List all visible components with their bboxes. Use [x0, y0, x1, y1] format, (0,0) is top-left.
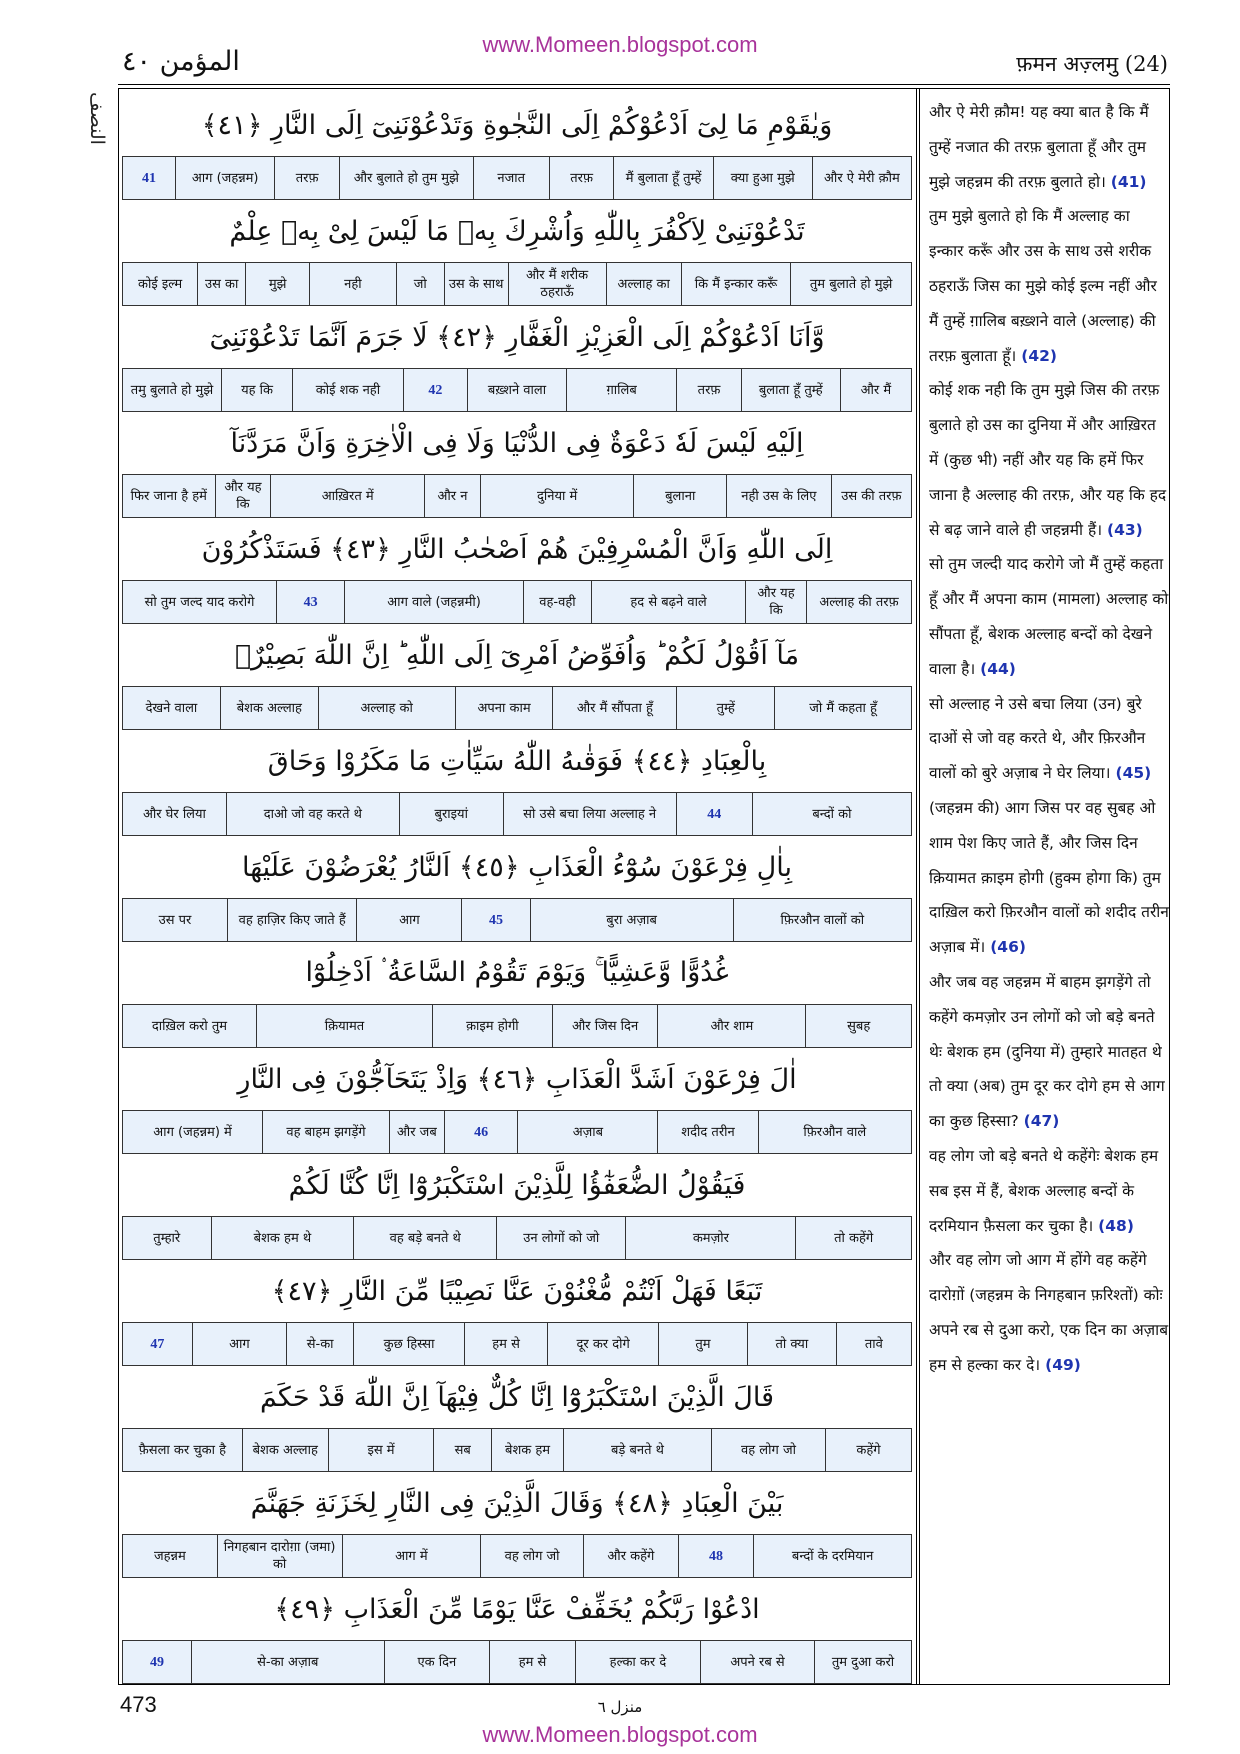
word-meaning-cell: कहेंगे [825, 1429, 911, 1471]
word-meaning-cell: तमु बुलाते हो मुझे [130, 382, 214, 398]
word-meaning-cell: वह बड़े बनते थे [353, 1217, 496, 1259]
word-meaning-cell: बुलाना [633, 475, 726, 517]
word-meaning-row [122, 262, 912, 306]
arabic-verse-line: غُدُوًّا وَّعَشِيًّا ۚ وَيَوْمَ تَقُوْمُ السَّاعَةُ ۟ اَدْخِلُوْٓا [305, 957, 729, 988]
word-meaning-cell: आख़िरत में [270, 475, 424, 517]
translation-text: और जब वह जहन्नम में बाहम झगड़ेंगे तो कहेंगे कमज़ोर उन लोगों को जो बड़े बनते थेः बेशक हम (दुनिया में) तुम्हारे मातहत थे तो क्या (अब) तुम दूर कर दोगे हम से आग का कुछ हिस्सा? [929, 972, 1165, 1131]
arabic-verse-line: وَّاَنَا اَدْعُوْكُمْ اِلَى الْعَزِيْزِ الْغَفَّارِ ﴿٤٢﴾ لَا جَرَمَ اَنَّمَا تَدْعُوْنَنِیٓ [209, 321, 825, 353]
arabic-verse-line: اِلَيْهِ لَيْسَ لَهٗ دَعْوَةٌ فِی الدُّنْيَا وَلَا فِی الْاٰخِرَةِ وَاَنَّ مَرَدَّنَآ [230, 427, 804, 459]
translation-column [929, 95, 1169, 1382]
word-meaning-cell: एक दिन [384, 1641, 489, 1683]
arabic-verse-line: قَالَ الَّذِيْنَ اسْتَكْبَرُوْٓا اِنَّا كُلٌّ فِيْهَآ اِنَّ اللّٰهَ قَدْ حَكَمَ [259, 1381, 775, 1413]
word-meaning-cell: आग (जहन्नम) में [153, 1124, 232, 1140]
word-meaning-row [122, 368, 912, 412]
word-meaning-cell: से-का [286, 1323, 353, 1365]
word-meaning-row [122, 1110, 912, 1154]
arabic-verse-line: اٰلَ فِرْعَوْنَ اَشَدَّ الْعَذَابِ ﴿٤٦﴾ وَاِذْ يَتَحَآجُّوْنَ فِی النَّارِ [237, 1063, 797, 1095]
word-meaning-cell: अल्लाह को [318, 687, 455, 729]
word-meaning-cell: आग [192, 1323, 286, 1365]
word-meaning-cell: बेशक हम [491, 1429, 563, 1471]
word-meaning-cell: तरफ़ [676, 369, 740, 411]
translation-verse-number: (49) [1045, 1355, 1081, 1374]
word-meaning-cell: बेशक हम थे [211, 1217, 354, 1259]
word-meaning-cell: कोई शक नही [292, 369, 402, 411]
verse-number-cell: 42 [403, 369, 467, 411]
word-meaning-cell: नही [309, 263, 396, 305]
word-meaning-cell: अल्लाह की तरफ़ [806, 581, 911, 623]
word-meaning-cell: वह-वही [523, 581, 591, 623]
arabic-verse-line: اِلَى اللّٰهِ وَاَنَّ الْمُسْرِفِيْنَ هُمْ اَصْحٰبُ النَّارِ ﴿٤٣﴾ فَسَتَذْكُرُوْنَ [201, 533, 833, 565]
word-meaning-cell: तो क्या [747, 1323, 836, 1365]
word-meaning-cell: यह कि [221, 369, 292, 411]
word-meaning-cell: जो मैं कहता हूँ [774, 687, 911, 729]
word-meaning-cell: हल्का कर दे [575, 1641, 700, 1683]
word-meaning-cell: सो उसे बचा लिया अल्लाह ने [503, 793, 676, 835]
word-meaning-row [122, 580, 912, 624]
word-meaning-cell: दुनिया में [480, 475, 634, 517]
word-meaning-row [122, 1322, 912, 1366]
word-meaning-cell: और मैं सौंपता हूँ [552, 687, 676, 729]
word-meaning-row [122, 156, 912, 200]
word-meaning-cell: वह लोग जो [711, 1429, 825, 1471]
word-meaning-cell: बन्दों के दरमियान [753, 1535, 911, 1577]
word-meaning-cell: आग वाले (जहन्नमी) [344, 581, 523, 623]
word-meaning-cell: हद से बढ़ने वाले [591, 581, 745, 623]
word-meaning-cell: और शाम [657, 1005, 805, 1047]
word-meaning-cell: और मैं [840, 369, 911, 411]
word-meaning-cell: सब [433, 1429, 491, 1471]
surah-title: المؤمن ٤٠ [122, 46, 240, 77]
arabic-verse-line: ادْعُوْا رَبَّكُمْ يُخَفِّفْ عَنَّا يَوْمًا مِّنَ الْعَذَابِ ﴿٤٩﴾ [274, 1593, 760, 1625]
word-meaning-cell: हम से [489, 1641, 575, 1683]
word-meaning-cell: क्या हुआ मुझे [713, 157, 812, 199]
verse-number-cell: 48 [678, 1535, 754, 1577]
word-meaning-cell: बेशक अल्लाह [220, 687, 318, 729]
word-meaning-row [122, 792, 912, 836]
column-divider-inner [919, 89, 920, 1684]
word-meaning-cell: कोई इल्म [138, 276, 183, 292]
word-meaning-cell: तरफ़ [274, 157, 339, 199]
word-meaning-cell: देखने वाला [145, 700, 198, 716]
word-meaning-cell: अपने रब से [700, 1641, 814, 1683]
word-meaning-cell: सो तुम जल्द याद करोगे [144, 594, 255, 610]
word-meaning-cell: अज़ाब [517, 1111, 657, 1153]
arabic-verse-line: فَيَقُوْلُ الضُّعَفٰٓؤُا لِلَّذِيْنَ اسْتَكْبَرُوْٓا اِنَّا كُنَّا لَكُمْ [288, 1169, 746, 1201]
word-meaning-cell: आग में [342, 1535, 481, 1577]
verse-number-cell: 49 [149, 1654, 164, 1670]
verse-number-cell: 43 [276, 581, 344, 623]
word-meaning-cell: उस की तरफ़ [831, 475, 911, 517]
translation-verse-number: (47) [1023, 1112, 1060, 1131]
word-meaning-cell: और न [424, 475, 480, 517]
word-meaning-cell: बेशक अल्लाह [242, 1429, 328, 1471]
word-meaning-cell: निगहबान दारोग़ा (जमा) को [217, 1535, 342, 1577]
word-meaning-cell: से-का अज़ाब [191, 1641, 384, 1683]
word-meaning-cell: और मैं शरीक ठहराऊँ [508, 263, 606, 305]
margin-note: النصف [86, 92, 108, 145]
page-number: 473 [120, 1692, 157, 1717]
word-meaning-cell: क़ियामत [256, 1005, 432, 1047]
translation-verse-number: (45) [1115, 764, 1152, 783]
word-meaning-cell: और यह कि [745, 581, 806, 623]
word-meaning-cell: वह लोग जो [480, 1535, 583, 1577]
arabic-verse-line: بَيْنَ الْعِبَادِ ﴿٤٨﴾ وَقَالَ الَّذِيْنَ فِی النَّارِ لِخَزَنَةِ جَهَنَّمَ [250, 1487, 784, 1519]
word-meaning-cell: जो [396, 263, 444, 305]
word-meaning-cell: जहन्नम [153, 1548, 186, 1564]
word-meaning-cell: उस के साथ [444, 263, 508, 305]
word-meaning-cell: फ़िरऔन वाले [758, 1111, 911, 1153]
word-meaning-row [122, 898, 912, 942]
word-meaning-cell: वह बाहम झगड़ेंगे [262, 1111, 389, 1153]
word-meaning-cell: इस में [328, 1429, 434, 1471]
translation-verse-number: (46) [990, 938, 1026, 957]
word-meaning-cell: तुम दुआ करो [814, 1641, 911, 1683]
translation-text: तुम मुझे बुलाते हो कि मैं अल्लाह का इन्कार करूँ और उस के साथ उसे शरीक ठहराऊँ जिस का मुझे कोई इल्म नहीं और मैं तुम्हें ग़ालिब बख़्शने वाले (अल्लाह) की तरफ़ बुलाता हूँ। [929, 207, 1157, 365]
word-meaning-cell: कि मैं इन्कार करूँ [681, 263, 790, 305]
word-meaning-cell: शदीद तरीन [657, 1111, 757, 1153]
arabic-verse-line: تَدْعُوْنَنِیْ لِاَكْفُرَ بِاللّٰهِ وَاُشْرِكَ بِهٖ مَا لَيْسَ لِیْ بِهٖ عِلْمٌ [229, 215, 805, 247]
word-meaning-row [122, 1216, 912, 1260]
word-by-word-column [122, 94, 912, 1682]
word-meaning-cell: और कहेंगे [583, 1535, 678, 1577]
manzil-label: منزل ٦ [597, 1698, 643, 1716]
translation-text: और वह लोग जो आग में होंगे वह कहेंगे दारोग़ों (जहन्नम के निगहबान फ़रिश्तों) कोः अपने रब से दुआ करो, एक दिन का अज़ाब हम से हल्का कर दे। [929, 1251, 1169, 1374]
word-meaning-row [122, 1428, 912, 1472]
verse-number-cell: 46 [444, 1111, 518, 1153]
word-meaning-cell: नजात [473, 157, 549, 199]
translation-text: सो अल्लाह ने उसे बचा लिया (उन) बुरे दाओं से जो वह करते थे, और फ़िरऔन वालों को बुरे अज़ाब ने घेर लिया। [929, 694, 1146, 783]
word-meaning-cell: बख़्शने वाला [467, 369, 566, 411]
word-meaning-cell: तो कहेंगे [795, 1217, 911, 1259]
arabic-verse-line: وَيٰقَوْمِ مَا لِیٓ اَدْعُوْكُمْ اِلَى النَّجٰوةِ وَتَدْعُوْنَنِیٓ اِلَى النَّارِ ﴿٤١﴾ [201, 109, 833, 141]
word-meaning-cell: और ऐ मेरी क़ौम [812, 157, 911, 199]
word-meaning-cell: मुझे [245, 263, 309, 305]
word-meaning-cell: मैं बुलाता हूँ तुम्हें [613, 157, 712, 199]
word-meaning-cell: और जिस दिन [552, 1005, 658, 1047]
word-meaning-cell: तुम्हारे [153, 1230, 181, 1246]
word-meaning-row [122, 1640, 912, 1684]
translation-text: कोई शक नही कि तुम मुझे जिस की तरफ़ बुलाते हो उस का दुनिया में और आख़िरत में (कुछ भी) नहीं और यह कि हमें फिर जाना है अल्लाह की तरफ़, और यह कि हद से बढ़ जाने वाले ही जहन्नमी हैं। [929, 381, 1167, 539]
word-meaning-cell: अपना काम [455, 687, 553, 729]
word-meaning-cell: और जब [389, 1111, 444, 1153]
word-meaning-cell: फिर जाना है हमें [130, 488, 207, 504]
site-url-top[interactable]: www.Momeen.blogspot.com [482, 32, 758, 57]
arabic-verse-line: مَآ اَقُوْلُ لَكُمْ ؕ وَاُفَوِّضُ اَمْرِیٓ اِلَى اللّٰهِ ؕ اِنَّ اللّٰهَ بَصِيْرٌۢ [234, 639, 800, 671]
juz-title: फ़मन अज़्लमु (24) [1016, 52, 1168, 76]
word-meaning-cell: बन्दों को [752, 793, 911, 835]
word-meaning-cell: फ़ैसला कर चुका है [138, 1442, 226, 1458]
word-meaning-cell: कमज़ोर [625, 1217, 795, 1259]
word-meaning-cell: और यह कि [215, 475, 271, 517]
word-meaning-cell: हम से [464, 1323, 547, 1365]
arabic-verse-line: بِالْعِبَادِ ﴿٤٤﴾ فَوَقٰىهُ اللّٰهُ سَيِّاٰتِ مَا مَكَرُوْا وَحَاقَ [267, 745, 767, 777]
word-meaning-cell: उस का [197, 263, 245, 305]
word-meaning-cell: नही उस के लिए [726, 475, 831, 517]
column-divider [916, 89, 917, 1684]
header-rule [118, 84, 1170, 85]
word-meaning-cell: तरफ़ [549, 157, 614, 199]
translation-text: और ऐ मेरी क़ौम! यह क्या बात है कि मैं तुम्हें नजात की तरफ़ बुलाता हूँ और तुम मुझे जहन्नम की तरफ़ बुलाते हो। [929, 103, 1149, 191]
translation-verse-number: (44) [980, 659, 1016, 678]
translation-text: वह लोग जो बड़े बनते थे कहेंगेः बेशक हम सब इस में हैं, बेशक अल्लाह बन्दों के दरमियान फ़ैसला कर चुका है। [929, 1146, 1159, 1235]
word-meaning-cell: तुम्हें [676, 687, 774, 729]
translation-verse-number: (43) [1107, 520, 1143, 539]
word-meaning-cell: दाओ जो वह करते थे [226, 793, 399, 835]
word-meaning-cell: तावे [836, 1323, 911, 1365]
word-meaning-cell: दाख़िल करो तुम [151, 1018, 228, 1034]
word-meaning-cell: अल्लाह का [606, 263, 681, 305]
word-meaning-cell: वह हाज़िर किए जाते हैं [227, 899, 356, 941]
word-meaning-cell: सुबह [805, 1005, 911, 1047]
word-meaning-cell: ग़ालिब [566, 369, 676, 411]
word-meaning-cell: आग (जहन्नम) [175, 157, 274, 199]
arabic-verse-line: بِاٰلِ فِرْعَوْنَ سُوْٓءُ الْعَذَابِ ﴿٤٥﴾ اَلنَّارُ يُعْرَضُوْنَ عَلَيْهَا [241, 851, 793, 883]
word-meaning-cell: तुम बुलाते हो मुझे [790, 263, 911, 305]
word-meaning-row [122, 1004, 912, 1048]
word-meaning-cell: उस पर [158, 912, 192, 928]
word-meaning-cell: आग [356, 899, 461, 941]
translation-verse-number: (41) [1110, 172, 1147, 191]
verse-number-cell: 44 [676, 793, 752, 835]
word-meaning-cell: बुलाता हूँ तुम्हें [741, 369, 840, 411]
word-meaning-cell: क़ाइम होगी [432, 1005, 552, 1047]
word-meaning-row [122, 686, 912, 730]
word-meaning-row [122, 474, 912, 518]
site-url-bottom[interactable]: www.Momeen.blogspot.com [482, 1722, 758, 1747]
word-meaning-cell: फ़िरऔन वालों को [733, 899, 911, 941]
word-meaning-cell: और घेर लिया [142, 806, 206, 822]
verse-number-cell: 45 [461, 899, 529, 941]
word-meaning-cell: बड़े बनते थे [563, 1429, 711, 1471]
verse-number-cell: 47 [150, 1336, 165, 1352]
word-meaning-row [122, 1534, 912, 1578]
translation-verse-number: (42) [1021, 346, 1057, 365]
word-meaning-cell: तुम [658, 1323, 747, 1365]
word-meaning-cell: उन लोगों को जो [496, 1217, 625, 1259]
word-meaning-cell: और बुलाते हो तुम मुझे [339, 157, 473, 199]
verse-number-cell: 41 [142, 170, 157, 186]
word-meaning-cell: बुराइयां [399, 793, 503, 835]
translation-text: (जहन्नम की) आग जिस पर वह सुबह ओ शाम पेश किए जाते हैं, और जिस दिन क़ियामत क़ाइम होगी (हुक्म होगा कि) तुम दाख़िल करो फ़िरऔन वालों को शदीद तरीन अज़ाब में। [929, 798, 1169, 957]
translation-text: सो तुम जल्दी याद करोगे जो मैं तुम्हें कहता हूँ और मैं अपना काम (मामला) अल्लाह को सौंपता हूँ, बेशक अल्लाह बन्दों को देखने वाला है। [929, 555, 1169, 678]
word-meaning-cell: बुरा अज़ाब [530, 899, 733, 941]
word-meaning-cell: दूर कर दोगे [547, 1323, 658, 1365]
arabic-verse-line: تَبَعًا فَهَلْ اَنْتُمْ مُّغْنُوْنَ عَنَّا نَصِيْبًا مِّنَ النَّارِ ﴿٤٧﴾ [271, 1275, 763, 1307]
translation-verse-number: (48) [1098, 1216, 1134, 1235]
word-meaning-cell: कुछ हिस्सा [353, 1323, 464, 1365]
